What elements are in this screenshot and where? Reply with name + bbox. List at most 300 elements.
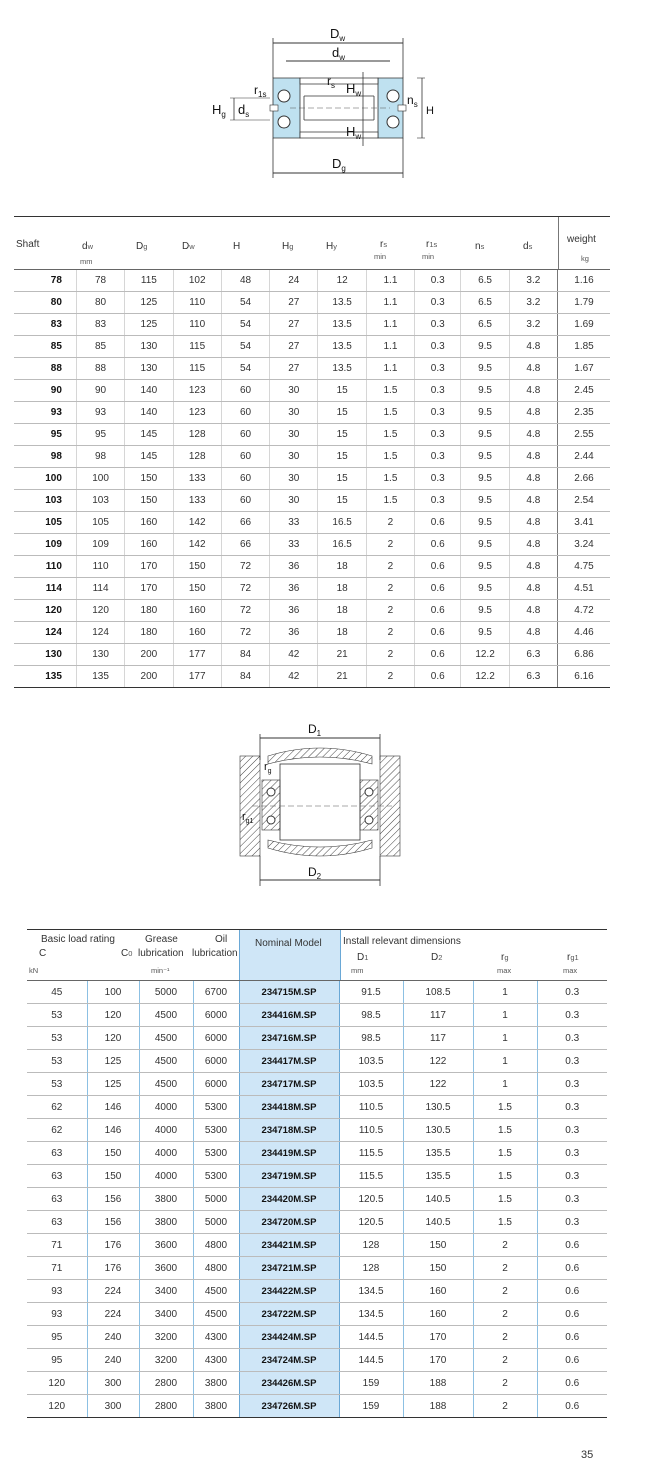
nominal-model-cell: 234417M.SP (239, 1050, 339, 1073)
table-cell: 62 (27, 1096, 87, 1119)
header-rg1: rg1 (567, 952, 579, 963)
table-row (27, 1142, 607, 1165)
table-cell: 124 (76, 622, 124, 644)
table-cell: 15 (318, 424, 366, 446)
table-cell: 45 (27, 981, 87, 1004)
table-cell: 9.5 (461, 468, 509, 490)
mounting-diagram (232, 720, 412, 890)
shaft-cell: 114 (14, 578, 76, 600)
load-rating-table-header (27, 929, 607, 981)
table-cell: 84 (221, 666, 269, 688)
table-cell: 0.6 (415, 534, 461, 556)
table-row (27, 1211, 607, 1234)
table-cell: 63 (27, 1165, 87, 1188)
table-cell: 9.5 (461, 512, 509, 534)
table-cell: 15 (318, 446, 366, 468)
nominal-model-cell: 234720M.SP (239, 1211, 339, 1234)
shaft-cell: 103 (14, 490, 76, 512)
table-cell: 71 (27, 1234, 87, 1257)
table-cell: 53 (27, 1050, 87, 1073)
table-cell: 3800 (193, 1395, 239, 1418)
table-cell: 122 (403, 1050, 473, 1073)
table-cell: 54 (221, 292, 269, 314)
table-cell: 1 (473, 981, 537, 1004)
table-cell: 90 (76, 380, 124, 402)
table-cell: 0.6 (415, 622, 461, 644)
table-cell: 4300 (193, 1326, 239, 1349)
table-cell: 120.5 (339, 1211, 403, 1234)
table-cell: 1.1 (366, 292, 414, 314)
table-cell: 115 (173, 358, 221, 380)
header-install: Install relevant dimensions (343, 936, 461, 947)
table-cell: 42 (270, 644, 318, 666)
table-cell: 2 (366, 600, 414, 622)
table-cell: 103.5 (339, 1050, 403, 1073)
table-cell: 62 (27, 1119, 87, 1142)
header-Dg: Dg (136, 241, 148, 252)
table-cell: 9.5 (461, 534, 509, 556)
table-cell: 0.6 (537, 1372, 607, 1395)
shaft-cell: 100 (14, 468, 76, 490)
header-ns: ns (475, 241, 485, 252)
table-cell: 6.5 (461, 292, 509, 314)
table-cell: 128 (339, 1234, 403, 1257)
table-cell: 135 (76, 666, 124, 688)
table-row (14, 512, 610, 534)
table-cell: 0.3 (415, 358, 461, 380)
table-cell: 5300 (193, 1119, 239, 1142)
header-dw: dw (82, 241, 93, 252)
table-cell: 115.5 (339, 1142, 403, 1165)
table-cell: 88 (76, 358, 124, 380)
table-row (27, 1004, 607, 1027)
table-cell: 27 (270, 292, 318, 314)
table-cell: 200 (125, 666, 173, 688)
table-cell: 3.2 (509, 314, 557, 336)
table-cell: 120 (76, 600, 124, 622)
table-cell: 54 (221, 336, 269, 358)
table-cell: 98.5 (339, 1004, 403, 1027)
table-cell: 9.5 (461, 556, 509, 578)
table-cell: 0.3 (537, 1119, 607, 1142)
table-cell: 146 (87, 1119, 139, 1142)
table-cell: 85 (76, 336, 124, 358)
table-cell: 4.72 (558, 600, 610, 622)
table-cell: 3400 (139, 1303, 193, 1326)
table-cell: 0.6 (415, 600, 461, 622)
table-cell: 0.3 (537, 1165, 607, 1188)
table-cell: 160 (403, 1303, 473, 1326)
header-C: C (39, 948, 47, 959)
table-cell: 6700 (193, 981, 239, 1004)
table-cell: 1.85 (558, 336, 610, 358)
table-cell: 21 (318, 666, 366, 688)
header-D2: D2 (431, 952, 443, 963)
table-row (14, 424, 610, 446)
nominal-model-cell: 234722M.SP (239, 1303, 339, 1326)
table-cell: 0.6 (415, 578, 461, 600)
table-cell: 18 (318, 622, 366, 644)
table-cell: 4800 (193, 1257, 239, 1280)
table-row (14, 644, 610, 666)
nominal-model-cell: 234718M.SP (239, 1119, 339, 1142)
nominal-model-cell: 234721M.SP (239, 1257, 339, 1280)
table-cell: 1.5 (473, 1119, 537, 1142)
table-row (27, 1372, 607, 1395)
table-row (27, 1349, 607, 1372)
table-cell: 13.5 (318, 358, 366, 380)
table-cell: 0.6 (415, 666, 461, 688)
table-cell: 42 (270, 666, 318, 688)
table-cell: 48 (221, 270, 269, 292)
table-cell: 12.2 (461, 666, 509, 688)
dim-rg: $r_g$ (264, 761, 272, 775)
table-cell: 134.5 (339, 1280, 403, 1303)
table-cell: 3800 (193, 1372, 239, 1395)
shaft-cell: 95 (14, 424, 76, 446)
table-cell: 60 (221, 424, 269, 446)
table-cell: 103 (76, 490, 124, 512)
table-cell: 5300 (193, 1165, 239, 1188)
table-cell: 2 (366, 644, 414, 666)
table-row (14, 380, 610, 402)
header-mm: mm (80, 257, 93, 266)
table-cell: 144.5 (339, 1349, 403, 1372)
table-cell: 177 (173, 644, 221, 666)
table-cell: 30 (270, 490, 318, 512)
table-cell: 2 (473, 1257, 537, 1280)
table-cell: 2.35 (558, 402, 610, 424)
table-cell: 144.5 (339, 1326, 403, 1349)
table-cell: 145 (125, 424, 173, 446)
table-cell: 36 (270, 556, 318, 578)
table-cell: 0.3 (415, 424, 461, 446)
table-row (14, 358, 610, 380)
header-grease-lub: lubrication (138, 948, 184, 959)
table-cell: 0.3 (537, 1027, 607, 1050)
table-cell: 0.3 (415, 314, 461, 336)
table-cell: 140.5 (403, 1188, 473, 1211)
table-row (27, 1257, 607, 1280)
table-cell: 108.5 (403, 981, 473, 1004)
table-cell: 1 (473, 1004, 537, 1027)
shaft-cell: 85 (14, 336, 76, 358)
table-cell: 142 (173, 534, 221, 556)
table-cell: 6000 (193, 1073, 239, 1096)
table-cell: 27 (270, 336, 318, 358)
table-cell: 188 (403, 1395, 473, 1418)
table-cell: 150 (403, 1234, 473, 1257)
header-rg1-max: max (563, 966, 578, 975)
table-cell: 6.3 (509, 666, 557, 688)
table-cell: 1.1 (366, 336, 414, 358)
table-cell: 170 (403, 1349, 473, 1372)
table-row (14, 534, 610, 556)
shaft-cell: 135 (14, 666, 76, 688)
table-cell: 1.5 (366, 380, 414, 402)
table-cell: 13.5 (318, 336, 366, 358)
table-row (27, 1119, 607, 1142)
table-cell: 0.3 (415, 336, 461, 358)
table-cell: 0.3 (537, 1004, 607, 1027)
table-cell: 54 (221, 314, 269, 336)
table-cell: 120 (27, 1395, 87, 1418)
table-cell: 135.5 (403, 1165, 473, 1188)
table-row (14, 336, 610, 358)
nominal-model-cell: 234421M.SP (239, 1234, 339, 1257)
page-number: 35 (581, 1449, 594, 1461)
nominal-model-cell: 234416M.SP (239, 1004, 339, 1027)
table-cell: 5300 (193, 1142, 239, 1165)
table-cell: 6.3 (509, 644, 557, 666)
table-cell: 200 (125, 644, 173, 666)
table-cell: 150 (125, 468, 173, 490)
table-cell: 130 (125, 358, 173, 380)
load-rating-table (27, 929, 607, 1418)
table-cell: 110.5 (339, 1119, 403, 1142)
table-cell: 60 (221, 446, 269, 468)
table-cell: 4.8 (509, 468, 557, 490)
table-cell: 130 (76, 644, 124, 666)
table-cell: 0.6 (537, 1349, 607, 1372)
table-cell: 66 (221, 512, 269, 534)
table-cell: 150 (403, 1257, 473, 1280)
table-row (14, 314, 610, 336)
table-cell: 9.5 (461, 424, 509, 446)
dimensions-table-body (14, 270, 610, 688)
header-rs-min: min (374, 252, 387, 261)
table-cell: 4.8 (509, 578, 557, 600)
header-oil-lub: lubrication (192, 948, 238, 959)
table-cell: 36 (270, 600, 318, 622)
table-cell: 0.6 (537, 1280, 607, 1303)
table-cell: 0.3 (415, 292, 461, 314)
table-row (14, 402, 610, 424)
table-cell: 4.8 (509, 534, 557, 556)
table-cell: 2.54 (558, 490, 610, 512)
table-cell: 142 (173, 512, 221, 534)
table-cell: 123 (173, 402, 221, 424)
table-cell: 4.8 (509, 424, 557, 446)
table-cell: 135.5 (403, 1142, 473, 1165)
table-cell: 4.8 (509, 336, 557, 358)
nominal-model-cell: 234716M.SP (239, 1027, 339, 1050)
table-cell: 1.5 (473, 1165, 537, 1188)
table-cell: 102 (173, 270, 221, 292)
table-cell: 110.5 (339, 1096, 403, 1119)
table-cell: 36 (270, 622, 318, 644)
shaft-cell: 105 (14, 512, 76, 534)
table-cell: 150 (173, 578, 221, 600)
table-cell: 3200 (139, 1326, 193, 1349)
table-cell: 63 (27, 1188, 87, 1211)
table-cell: 150 (125, 490, 173, 512)
table-cell: 123 (173, 380, 221, 402)
table-cell: 30 (270, 424, 318, 446)
table-cell: 4300 (193, 1349, 239, 1372)
table-cell: 4.46 (558, 622, 610, 644)
table-cell: 145 (125, 446, 173, 468)
table-cell: 2 (366, 512, 414, 534)
table-cell: 180 (125, 600, 173, 622)
table-cell: 30 (270, 446, 318, 468)
table-cell: 110 (76, 556, 124, 578)
table-cell: 176 (87, 1234, 139, 1257)
table-cell: 2 (366, 556, 414, 578)
header-shaft: Shaft (16, 239, 40, 250)
table-cell: 134.5 (339, 1303, 403, 1326)
dim-Hw-top: $H_w$ (346, 81, 362, 98)
table-cell: 16.5 (318, 512, 366, 534)
table-cell: 95 (27, 1326, 87, 1349)
table-cell: 4.8 (509, 490, 557, 512)
shaft-cell: 109 (14, 534, 76, 556)
header-oil: Oil (215, 934, 228, 945)
dimensions-table (14, 216, 610, 688)
table-cell: 140 (125, 402, 173, 424)
nominal-model-cell: 234424M.SP (239, 1326, 339, 1349)
dim-r1s: $r_{1s}$ (254, 83, 267, 99)
table-cell: 1.5 (366, 468, 414, 490)
table-cell: 83 (76, 314, 124, 336)
table-cell: 6000 (193, 1027, 239, 1050)
table-cell: 0.3 (537, 1188, 607, 1211)
table-row (27, 1050, 607, 1073)
table-cell: 2.45 (558, 380, 610, 402)
shaft-cell: 90 (14, 380, 76, 402)
table-cell: 3800 (139, 1188, 193, 1211)
table-cell: 93 (76, 402, 124, 424)
table-cell: 4000 (139, 1096, 193, 1119)
table-cell: 1 (473, 1073, 537, 1096)
table-cell: 0.6 (537, 1257, 607, 1280)
table-cell: 3.41 (558, 512, 610, 534)
table-cell: 156 (87, 1211, 139, 1234)
table-cell: 240 (87, 1349, 139, 1372)
shaft-cell: 88 (14, 358, 76, 380)
table-cell: 63 (27, 1211, 87, 1234)
nominal-model-cell: 234419M.SP (239, 1142, 339, 1165)
table-cell: 4000 (139, 1165, 193, 1188)
table-cell: 0.6 (537, 1234, 607, 1257)
table-cell: 9.5 (461, 578, 509, 600)
table-cell: 240 (87, 1326, 139, 1349)
header-nominal-model: Nominal Model (255, 938, 322, 949)
table-cell: 9.5 (461, 380, 509, 402)
table-cell: 72 (221, 600, 269, 622)
table-cell: 4.51 (558, 578, 610, 600)
table-cell: 117 (403, 1004, 473, 1027)
table-cell: 6.16 (558, 666, 610, 688)
shaft-cell: 78 (14, 270, 76, 292)
table-cell: 91.5 (339, 981, 403, 1004)
table-row (14, 292, 610, 314)
table-cell: 150 (87, 1165, 139, 1188)
table-cell: 1.5 (366, 490, 414, 512)
dimensions-table-header (14, 216, 610, 270)
table-cell: 2 (473, 1303, 537, 1326)
table-cell: 95 (76, 424, 124, 446)
dim-rg1: $r_{g1}$ (242, 811, 254, 825)
table-cell: 120 (87, 1027, 139, 1050)
header-D1: D1 (357, 952, 369, 963)
header-basic-load-rating: Basic load rating (41, 934, 115, 945)
table-cell: 160 (125, 512, 173, 534)
table-cell: 103.5 (339, 1073, 403, 1096)
table-cell: 9.5 (461, 446, 509, 468)
table-cell: 176 (87, 1257, 139, 1280)
table-cell: 4000 (139, 1119, 193, 1142)
table-cell: 30 (270, 468, 318, 490)
table-cell: 2.66 (558, 468, 610, 490)
table-cell: 60 (221, 468, 269, 490)
table-cell: 60 (221, 402, 269, 424)
shaft-cell: 93 (14, 402, 76, 424)
header-weight: weight (567, 234, 596, 245)
table-cell: 115 (173, 336, 221, 358)
header-ds: ds (523, 241, 533, 252)
table-cell: 160 (173, 622, 221, 644)
dim-ns: $n_s$ (407, 93, 418, 109)
table-cell: 4.8 (509, 358, 557, 380)
table-cell: 2 (366, 534, 414, 556)
table-cell: 4800 (193, 1234, 239, 1257)
nominal-model-cell: 234422M.SP (239, 1280, 339, 1303)
table-row (27, 981, 607, 1004)
table-cell: 156 (87, 1188, 139, 1211)
table-cell: 4.8 (509, 512, 557, 534)
table-cell: 300 (87, 1395, 139, 1418)
dim-Dg: $D_g$ (332, 156, 346, 173)
dim-Dw: $D_w$ (330, 26, 346, 43)
table-row (27, 1188, 607, 1211)
table-cell: 115.5 (339, 1165, 403, 1188)
table-cell: 133 (173, 468, 221, 490)
nominal-model-cell: 234724M.SP (239, 1349, 339, 1372)
table-row (27, 1073, 607, 1096)
table-cell: 9.5 (461, 622, 509, 644)
table-cell: 0.3 (537, 1096, 607, 1119)
table-cell: 130 (125, 336, 173, 358)
table-cell: 1.1 (366, 358, 414, 380)
table-cell: 130.5 (403, 1119, 473, 1142)
table-row (27, 1280, 607, 1303)
table-row (27, 1395, 607, 1418)
shaft-cell: 120 (14, 600, 76, 622)
table-cell: 133 (173, 490, 221, 512)
table-cell: 53 (27, 1004, 87, 1027)
table-cell: 125 (125, 292, 173, 314)
table-row (27, 1303, 607, 1326)
header-Hy: Hy (326, 241, 337, 252)
table-cell: 6.5 (461, 314, 509, 336)
table-cell: 170 (125, 578, 173, 600)
table-cell: 160 (125, 534, 173, 556)
header-rg: rg (501, 952, 509, 963)
load-rating-table-body (27, 981, 607, 1418)
table-cell: 1.5 (473, 1211, 537, 1234)
table-cell: 1.5 (366, 424, 414, 446)
table-cell: 53 (27, 1027, 87, 1050)
table-cell: 300 (87, 1372, 139, 1395)
table-cell: 2.44 (558, 446, 610, 468)
table-cell: 4000 (139, 1142, 193, 1165)
table-cell: 4.8 (509, 556, 557, 578)
table-cell: 120.5 (339, 1188, 403, 1211)
header-mm2: mm (351, 966, 364, 975)
table-row (27, 1096, 607, 1119)
table-cell: 105 (76, 512, 124, 534)
